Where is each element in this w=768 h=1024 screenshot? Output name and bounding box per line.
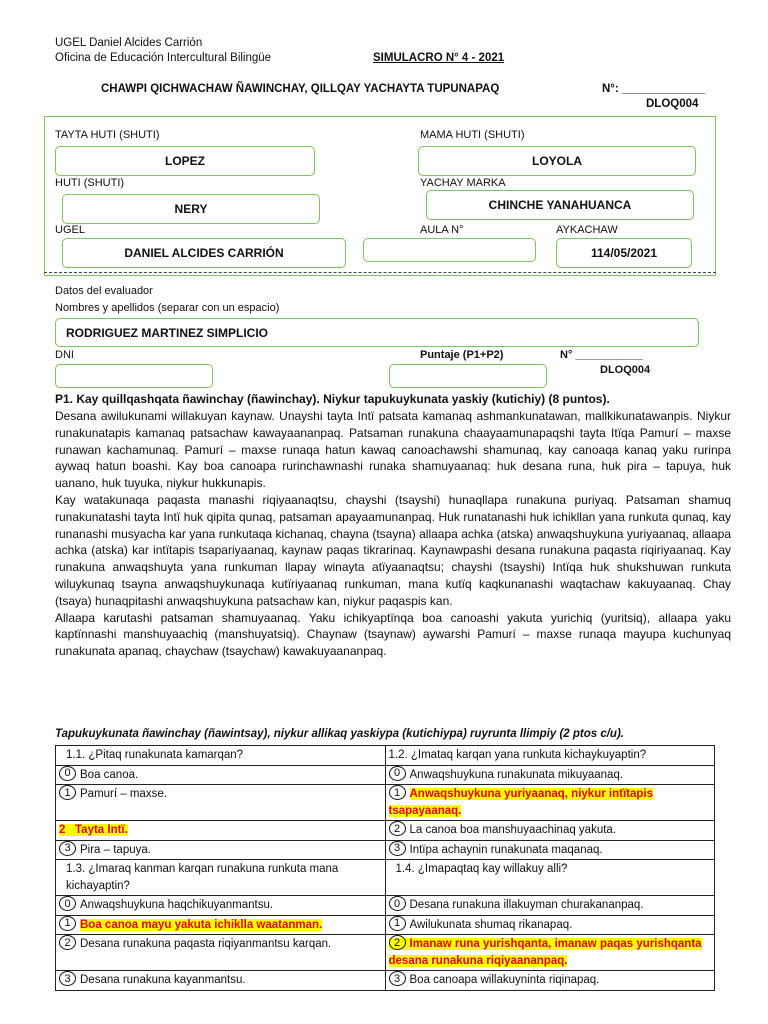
reading-paragraph: Desana awilukunami willakuyan kaynaw. Unayshi tayta Intï patsata kamanaq ashmankunatawan, mallkikunatawanpis. Niykur runakunatapis kamanaq patsachaw kawayaananpaq. Patsaman runakuna chaayaamunapaqshi tayta Itïqa Pamurí – maxse runawan kachamunaq. Pamurí – maxse runaqa hatun kawaq canoachawshi shamunaq, kay canoaqa kanaq yaku rurinpa aywaq hatun boashi. Kay boa canoapa rurinchawnashi runaka shamuyaanaq: huk desana runa, huk pira – tapuya, huk uanano, huk tuyuka, niykur hukkunapis. bbox=[55, 409, 731, 491]
aula-field[interactable] bbox=[363, 238, 536, 262]
option-row[interactable] bbox=[56, 840, 386, 860]
option-text: Pira – tapuya. bbox=[80, 843, 151, 856]
option-row[interactable] bbox=[385, 765, 715, 785]
option-text: Desana runakuna kayanmantsu. bbox=[80, 974, 246, 986]
option-number: 3 bbox=[59, 971, 76, 986]
option-row[interactable] bbox=[385, 971, 715, 991]
option-text: Desana runakuna illakuyman churakananpaq. bbox=[409, 899, 644, 911]
dni-field[interactable] bbox=[55, 364, 213, 388]
questions-table bbox=[55, 745, 715, 991]
selected-option bbox=[59, 824, 128, 836]
option-number: 2 bbox=[59, 935, 76, 950]
option-row[interactable] bbox=[56, 821, 386, 841]
score-label: Puntaje (P1+P2) bbox=[420, 349, 504, 361]
selected-option-text: Anwaqshuykuna yuriyaanaq, niykur intïtapis tsapayaanaq. bbox=[388, 788, 653, 817]
institution-name: UGEL Daniel Alcides Carrión bbox=[55, 37, 203, 49]
office-name: Oficina de Educación Intercultural Bilingüe bbox=[55, 52, 272, 64]
option-text: Anwaqshuykuna haqchikuyanmantsu. bbox=[80, 899, 274, 911]
reading-paragraph: Kay watakunaqa paqasta manashi riqiyaanaqtsu, chayshi (tsayshi) hunaqllapa runakuna puriyaq. Patsaman shamuq runakunatashi tayta Intï huk qipita qunaq, patsaman apayaamunanpaq. Huk runatanashi huk ichikllan yana runkuta qunaq, kay runanashi musyacha kar yana runkutaqa kichanaq, chayna (tsayna) allaapa achka (atska) anwaqshuykuna yuriyaanaq, allaapa achka (atska) kar intïtapis tsapariyaanaq, kaynaw paqas tikrarinaq. Kaynawpashi desana runakuna paqasta riqiriyaanaq. Kay runakuna anwaqshuyta yana runkuman llapay winayta atïyaanaqtsu; chayshi (tsayshi) Intïqa huk shukshuwan runkuta wiluykunaq tsayna anwaqshuykunaqa kutïriyaanaq runkuman, mana kutïq kaqkunanashi waqtachaw kakuyaanaq. Chay (tsaya) hunaqpitashi anwaqshuykuna patsachaw kan, niykur paqaspis kan. bbox=[55, 492, 731, 608]
aula-label: AULA N° bbox=[420, 224, 464, 236]
dni-label: DNI bbox=[55, 349, 74, 361]
separator-line bbox=[44, 272, 716, 273]
option-row[interactable] bbox=[385, 935, 715, 971]
option-row[interactable] bbox=[56, 896, 386, 916]
option-text: Pamurí – maxse. bbox=[80, 788, 167, 800]
option-text: Boa canoapa willakuyninta riqinapaq. bbox=[409, 974, 600, 986]
option-number: 1 bbox=[389, 785, 406, 800]
option-number: 3 bbox=[389, 841, 406, 856]
evaluator-code: DLOQ004 bbox=[600, 364, 651, 376]
option-number: 1 bbox=[389, 916, 406, 931]
mother-surname-field[interactable]: LOYOLA bbox=[418, 146, 696, 176]
option-number: 1 bbox=[59, 916, 76, 931]
date-field[interactable]: 114/05/2021 bbox=[556, 238, 692, 268]
option-row[interactable] bbox=[56, 971, 386, 991]
option-row[interactable] bbox=[385, 821, 715, 841]
father-surname-field[interactable]: LOPEZ bbox=[55, 146, 315, 176]
option-number: 0 bbox=[59, 766, 76, 781]
option-text: Boa canoa. bbox=[80, 768, 139, 781]
option-text: La canoa boa manshuyaachinaq yakuta. bbox=[409, 824, 617, 836]
option-row[interactable] bbox=[56, 915, 386, 935]
simulacro-title: SIMULACRO N° 4 - 2021 bbox=[373, 52, 505, 64]
reading-paragraph: Allaapa karutashi patsaman shamuyaanaq. Yaku ichikyaptïnqa boa canoashi yakuta yurichiq (yuritsiq), allaapa yaku kaptïnnashi manshuyaachiq (manshuyatsiq). Chaynaw (tsaynaw) aywarshi Pamurí – maxse runaqa mayupa kuchunyaq runakunata apanaq, chaychaw (tsaychaw) kawakuyaananpaq. bbox=[55, 610, 731, 659]
evaluator-names-field[interactable]: RODRIGUEZ MARTINEZ SIMPLICIO bbox=[55, 318, 699, 347]
option-number: 0 bbox=[59, 896, 76, 911]
option-number: 2 bbox=[389, 821, 406, 836]
option-row[interactable] bbox=[385, 915, 715, 935]
name-field[interactable]: NERY bbox=[62, 194, 320, 224]
option-row[interactable] bbox=[56, 765, 386, 785]
option-row[interactable] bbox=[385, 840, 715, 860]
option-text: Desana runakuna paqasta riqiyanmantsu karqan. bbox=[80, 938, 332, 950]
option-number: 1 bbox=[59, 785, 76, 800]
option-number: 2 bbox=[59, 824, 66, 836]
question-1-3: 1.3. ¿Imaraq kanman karqan runakuna runkuta mana kichayaptin? bbox=[56, 860, 386, 896]
option-row[interactable] bbox=[56, 935, 386, 971]
option-row[interactable] bbox=[385, 896, 715, 916]
question-1-4: 1.4. ¿Imapaqtaq kay willakuy alli? bbox=[385, 860, 715, 896]
school-field[interactable]: CHINCHE YANAHUANCA bbox=[426, 190, 694, 220]
reading-text bbox=[55, 408, 731, 660]
ugel-field[interactable]: DANIEL ALCIDES CARRIÓN bbox=[62, 238, 346, 268]
selected-option-text: Boa canoa mayu yakuta ichiklla waatanman. bbox=[80, 918, 323, 931]
option-number: 3 bbox=[59, 841, 76, 856]
mother-surname-label: MAMA HUTI (SHUTI) bbox=[420, 129, 525, 141]
option-text: Intïpa achaynin runakunata maqanaq. bbox=[409, 843, 603, 856]
exam-number: N°: _____________ bbox=[602, 83, 706, 95]
evaluator-section-label: Datos del evaluador bbox=[55, 285, 153, 297]
option-number: 0 bbox=[389, 766, 406, 781]
option-number: 0 bbox=[389, 896, 406, 911]
reading-heading: P1. Kay quillqashqata ñawinchay (ñawinchay). Niykur tapukuykunata yaskiy (kutichiy) (8 puntos). bbox=[55, 392, 610, 406]
option-text: Awilukunata shumaq rikanapaq. bbox=[409, 918, 573, 931]
option-number: 2 bbox=[389, 935, 406, 950]
question-1-1: 1.1. ¿Pitaq runakunata kamarqan? bbox=[56, 746, 386, 766]
ugel-label: UGEL bbox=[55, 224, 85, 236]
option-row[interactable] bbox=[56, 785, 386, 821]
father-surname-label: TAYTA HUTI (SHUTI) bbox=[55, 129, 160, 141]
selected-option-text: Tayta Intï. bbox=[75, 824, 128, 836]
evaluator-number: N° ___________ bbox=[560, 349, 643, 361]
exam-code: DLOQ004 bbox=[646, 98, 699, 110]
name-label: HUTI (SHUTI) bbox=[55, 177, 125, 189]
option-text: Anwaqshuykuna runakunata mikuyaanaq. bbox=[409, 768, 624, 781]
questions-instruction: Tapukuykunata ñawinchay (ñawintsay), niykur allikaq yaskiypa (kutichiypa) ruyrunta llimpiy (2 ptos c/u). bbox=[55, 728, 624, 740]
school-label: YACHAY MARKA bbox=[420, 177, 506, 189]
selected-option bbox=[389, 938, 702, 967]
evaluator-names-label: Nombres y apellidos (separar con un espacio) bbox=[55, 302, 280, 314]
score-field[interactable] bbox=[389, 364, 547, 388]
selected-option-text: Imanaw runa yurishqanta, imanaw paqas yurishqanta desana runakuna riqiyaananpaq. bbox=[388, 938, 702, 967]
option-row[interactable] bbox=[385, 785, 715, 821]
option-number: 3 bbox=[389, 971, 406, 986]
date-label: AYKACHAW bbox=[556, 224, 618, 236]
question-1-2: 1.2. ¿Imataq karqan yana runkuta kichaykuyaptin? bbox=[385, 746, 715, 766]
page-title: CHAWPI QICHWACHAW ÑAWINCHAY, QILLQAY YACHAYTA TUPUNAPAQ bbox=[101, 83, 500, 95]
